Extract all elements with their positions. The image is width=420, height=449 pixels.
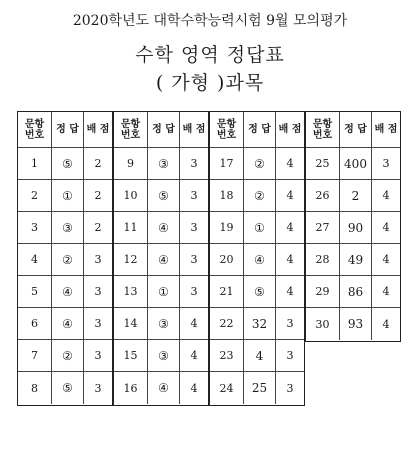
answer-value: ④ (52, 308, 84, 339)
question-number: 14 (114, 308, 148, 339)
header-number-line1: 문항 (120, 118, 141, 130)
header-answer: 정 답 (52, 112, 84, 147)
question-number: 8 (18, 372, 52, 404)
question-number: 1 (18, 148, 52, 179)
header-number (18, 112, 52, 147)
header-row (114, 112, 208, 148)
header-points: 배 점 (86, 124, 110, 135)
question-number: 20 (210, 244, 244, 275)
answer-value: ③ (52, 212, 84, 243)
points-value: 3 (190, 285, 198, 298)
answer-row (114, 244, 208, 276)
answer-value: 2 (340, 180, 372, 211)
answer-value: ③ (148, 308, 180, 339)
points-value: 4 (382, 317, 390, 331)
answer-value: ② (52, 340, 84, 371)
points-value: 3 (94, 253, 102, 266)
header-number-line1: 문항 (24, 118, 45, 130)
points-value: 4 (382, 285, 390, 298)
points-value: 4 (190, 349, 198, 362)
answer-row (306, 244, 400, 276)
points-value: 3 (190, 157, 198, 170)
answer-value: ① (244, 212, 276, 243)
answer-row (210, 308, 304, 340)
answer-value: ④ (148, 212, 180, 243)
answer-value: ① (52, 180, 84, 211)
question-number: 24 (210, 372, 244, 404)
answer-row (306, 308, 400, 340)
answer-value: ② (244, 148, 276, 179)
answer-row (18, 308, 112, 340)
answer-row (306, 148, 400, 180)
answer-row (18, 340, 112, 372)
header-points: 배 점 (182, 124, 206, 135)
points-value: 3 (94, 285, 102, 298)
answer-value: ② (244, 180, 276, 211)
header-number (210, 112, 244, 147)
answer-row (210, 244, 304, 276)
question-number: 25 (306, 148, 340, 179)
answer-row (306, 276, 400, 308)
header-answer: 정 답 (340, 112, 372, 147)
points-value: 3 (94, 381, 102, 395)
answer-value: ④ (244, 244, 276, 275)
answer-value: ⑤ (244, 276, 276, 307)
question-number: 11 (114, 212, 148, 243)
points-value: 3 (190, 253, 198, 266)
answer-value: ③ (148, 340, 180, 371)
answer-row (114, 308, 208, 340)
answer-value: ② (52, 244, 84, 275)
points-value: 4 (286, 221, 294, 234)
question-number: 6 (18, 308, 52, 339)
question-number: 15 (114, 340, 148, 371)
answer-row (18, 372, 112, 404)
header-number-line2: 번호 (120, 129, 141, 141)
answer-row (210, 340, 304, 372)
answer-key-table (17, 111, 401, 403)
question-number: 21 (210, 276, 244, 307)
header-row (210, 112, 304, 148)
question-number: 26 (306, 180, 340, 211)
header-row (306, 112, 400, 148)
subject-type-title: ( 가형 )과목 (155, 72, 265, 94)
points-value: 3 (94, 349, 102, 362)
answer-row (18, 244, 112, 276)
points-value: 4 (286, 157, 294, 170)
answer-value: ① (148, 276, 180, 307)
points-value: 2 (94, 221, 102, 234)
points-value: 3 (94, 317, 102, 330)
answer-value: ⑤ (52, 148, 84, 179)
answer-row (114, 372, 208, 404)
question-number: 17 (210, 148, 244, 179)
question-number: 7 (18, 340, 52, 371)
points-value: 3 (190, 189, 198, 202)
answer-row (306, 212, 400, 244)
question-number: 4 (18, 244, 52, 275)
answer-value: ④ (148, 372, 180, 404)
question-number: 30 (306, 308, 340, 340)
question-number: 22 (210, 308, 244, 339)
header-number (114, 112, 148, 147)
answer-value: ③ (148, 148, 180, 179)
question-number: 12 (114, 244, 148, 275)
answer-value: ⑤ (52, 372, 84, 404)
points-value: 4 (286, 285, 294, 298)
points-value: 4 (382, 189, 390, 202)
header-answer: 정 답 (148, 112, 180, 147)
answer-value: 93 (340, 308, 372, 340)
answer-row (210, 148, 304, 180)
answer-row (18, 212, 112, 244)
header-number-line2: 번호 (216, 129, 237, 141)
question-number: 18 (210, 180, 244, 211)
header-number-line1: 문항 (216, 118, 237, 130)
question-number: 16 (114, 372, 148, 404)
answer-value: 32 (244, 308, 276, 339)
answer-row (114, 180, 208, 212)
question-number: 3 (18, 212, 52, 243)
header-number (306, 112, 340, 147)
points-value: 4 (286, 189, 294, 202)
sheet-title: 수학 영역 정답표 (135, 44, 285, 66)
points-value: 4 (190, 317, 198, 330)
answer-row (18, 180, 112, 212)
answer-value: ④ (148, 244, 180, 275)
points-value: 3 (286, 349, 294, 362)
header-answer: 정 답 (244, 112, 276, 147)
answer-value: 25 (244, 372, 276, 404)
answer-row (210, 180, 304, 212)
answer-value: 400 (340, 148, 372, 179)
answer-group-2 (113, 111, 209, 406)
answer-group-1 (17, 111, 113, 406)
question-number: 9 (114, 148, 148, 179)
header-number-line2: 번호 (24, 129, 45, 141)
answer-row (210, 276, 304, 308)
answer-row (210, 372, 304, 404)
answer-value: 49 (340, 244, 372, 275)
answer-row (306, 180, 400, 212)
answer-row (210, 212, 304, 244)
question-number: 19 (210, 212, 244, 243)
answer-group-3 (209, 111, 305, 406)
points-value: 2 (94, 189, 102, 202)
answer-value: ⑤ (148, 180, 180, 211)
header-points: 배 점 (278, 124, 302, 135)
answer-row (114, 340, 208, 372)
answer-row (114, 212, 208, 244)
question-number: 23 (210, 340, 244, 371)
answer-group-4 (305, 111, 401, 342)
question-number: 27 (306, 212, 340, 243)
points-value: 2 (94, 157, 102, 170)
header-number-line1: 문항 (312, 118, 333, 130)
points-value: 3 (286, 381, 294, 395)
header-row (18, 112, 112, 148)
points-value: 4 (286, 253, 294, 266)
answer-value: 4 (244, 340, 276, 371)
points-value: 4 (190, 381, 198, 395)
answer-value: 86 (340, 276, 372, 307)
points-value: 3 (190, 221, 198, 234)
question-number: 29 (306, 276, 340, 307)
question-number: 10 (114, 180, 148, 211)
answer-row (114, 276, 208, 308)
points-value: 4 (382, 253, 390, 266)
answer-value: ④ (52, 276, 84, 307)
points-value: 3 (382, 157, 390, 170)
question-number: 28 (306, 244, 340, 275)
question-number: 13 (114, 276, 148, 307)
question-number: 2 (18, 180, 52, 211)
question-number: 5 (18, 276, 52, 307)
exam-title: 2020학년도 대학수학능력시험 9월 모의평가 (72, 13, 348, 29)
answer-row (114, 148, 208, 180)
header-number-line2: 번호 (312, 129, 333, 141)
header-points: 배 점 (374, 124, 398, 135)
answer-value: 90 (340, 212, 372, 243)
points-value: 4 (382, 221, 390, 234)
answer-row (18, 148, 112, 180)
points-value: 3 (286, 317, 294, 330)
answer-row (18, 276, 112, 308)
